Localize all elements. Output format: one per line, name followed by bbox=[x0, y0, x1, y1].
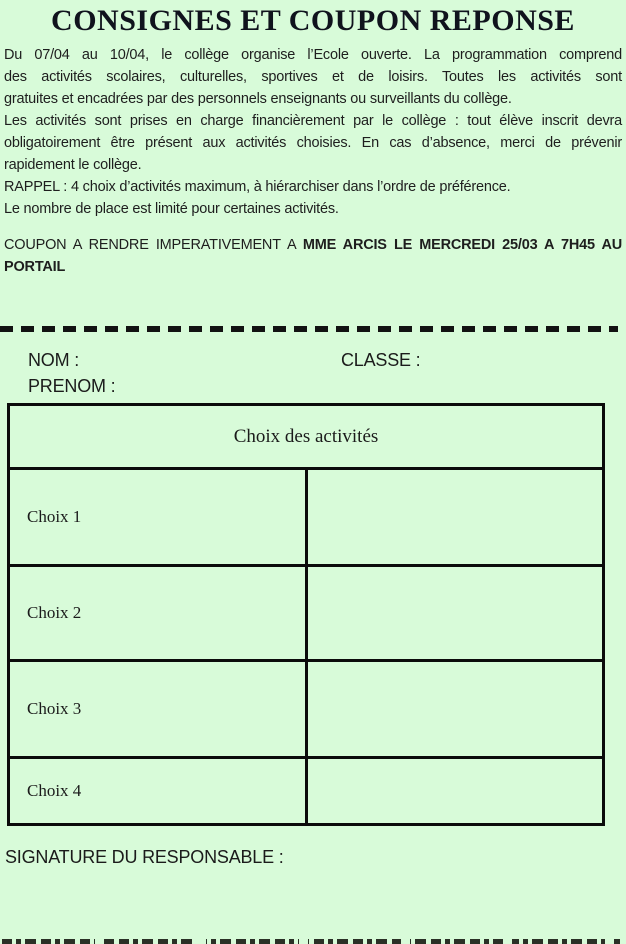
choix-4-label: Choix 4 bbox=[9, 758, 307, 825]
table-header-row bbox=[9, 405, 604, 469]
instruction-line: Du 07/04 au 10/04, le collège organise l’Ecole ouverte. La programmation comprend bbox=[4, 47, 622, 63]
table-row bbox=[9, 469, 604, 566]
choix-3-field[interactable] bbox=[306, 661, 604, 758]
prenom-label: PRENOM : bbox=[28, 376, 116, 396]
table-header-cell: Choix des activités bbox=[9, 405, 604, 469]
instruction-line: obligatoirement être présent aux activités choisies. En cas d’absence, merci de prévenir bbox=[4, 135, 622, 151]
choix-2-label: Choix 2 bbox=[9, 566, 307, 661]
table-row bbox=[9, 758, 604, 825]
choix-3-label: Choix 3 bbox=[9, 661, 307, 758]
instruction-places-line: Le nombre de place est limité pour certaines activités. bbox=[4, 201, 339, 217]
table-row bbox=[9, 661, 604, 758]
choix-1-label: Choix 1 bbox=[9, 469, 307, 566]
choix-4-field[interactable] bbox=[306, 758, 604, 825]
nom-label: NOM : bbox=[28, 350, 79, 370]
coupon-return-notice bbox=[4, 234, 622, 278]
instruction-line: gratuites et encadrées par des personnels enseignants ou surveillants du collège. bbox=[4, 91, 512, 107]
page-title: CONSIGNES ET COUPON REPONSE bbox=[51, 4, 575, 37]
choix-activites-table bbox=[7, 403, 605, 826]
dashed-cut-line bbox=[0, 326, 618, 332]
choix-2-field[interactable] bbox=[306, 566, 604, 661]
instruction-line: rapidement le collège. bbox=[4, 157, 142, 173]
coupon-notice-prefix: COUPON A RENDRE IMPERATIVEMENT A bbox=[4, 237, 303, 253]
cutoff-text-remnant bbox=[2, 939, 620, 944]
instructions-block bbox=[4, 44, 622, 220]
instruction-line: Les activités sont prises en charge financièrement par le collège : tout élève inscrit devra bbox=[4, 113, 622, 129]
instruction-line: des activités scolaires, culturelles, sportives et de loisirs. Toutes les activités sont bbox=[4, 69, 622, 85]
classe-label: CLASSE : bbox=[341, 350, 421, 370]
table-row bbox=[9, 566, 604, 661]
signature-label: SIGNATURE DU RESPONSABLE : bbox=[5, 847, 284, 867]
coupon-notice-emphasis: MME ARCIS LE MERCREDI 25/03 A 7H45 AU PORTAIL bbox=[4, 237, 622, 275]
choix-1-field[interactable] bbox=[306, 469, 604, 566]
instruction-rappel-line: RAPPEL : 4 choix d’activités maximum, à hiérarchiser dans l’ordre de préférence. bbox=[4, 179, 511, 195]
